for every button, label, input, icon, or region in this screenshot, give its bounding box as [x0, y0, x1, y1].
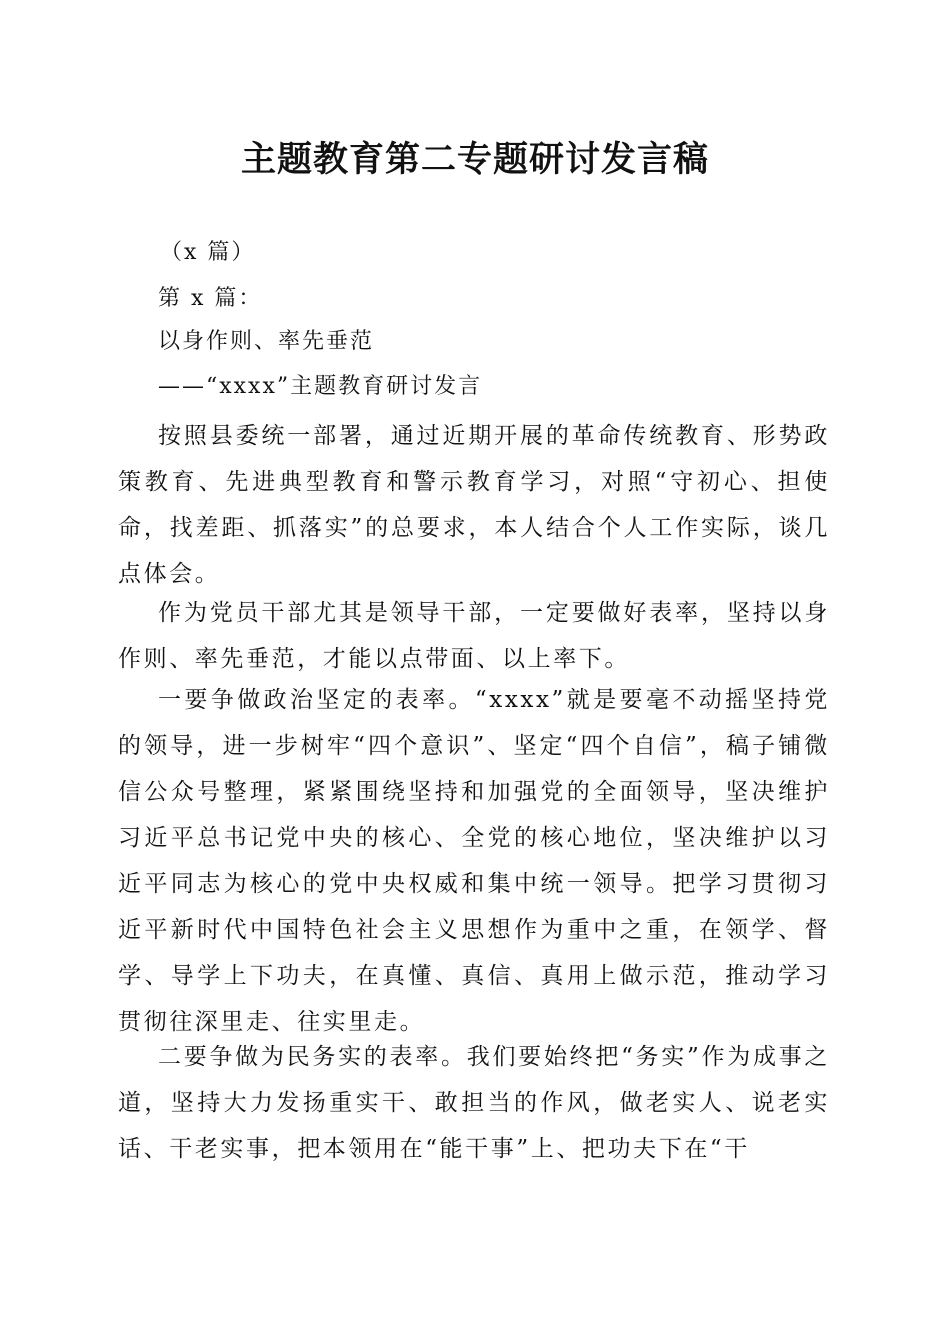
paragraph-political: 一要争做政治坚定的表率。“xxxx”就是要毫不动摇坚持党的领导，进一步树牢“四个意识”、坚定“四个自信”，稿子铺微信公众号整理，紧紧围绕坚持和加强党的全面领导，坚决维护习近平总书记党中央的核心、全党的核心地位，坚决维护以习近平同志为核心的党中央权威和集中统一领导。把学习贯彻习近平新时代中国特色社会主义思想作为重中之重，在领学、督学、导学上下功夫，在真懂、真信、真用上做示范，推动学习贯彻往深里走、往实里走。	[118, 687, 830, 1035]
speech-title: 以身作则、率先垂范	[158, 329, 375, 354]
paragraph-intro: 按照县委统一部署，通过近期开展的革命传统教育、形势政策教育、先进典型教育和警示教育学习，对照“守初心、担使命，找差距、抓落实”的总要求，本人结合个人工作实际，谈几点体会。	[118, 423, 830, 587]
paragraph-pragmatic: 二要争做为民务实的表率。我们要始终把“务实”作为成事之道，坚持大力发扬重实干、敢担当的作风，做老实人、说老实话、干老实事，把本领用在“能干事”上、把功夫下在“干	[118, 1044, 830, 1162]
subtitle-count: （x 篇）	[160, 240, 256, 265]
section-label: 第 x 篇：	[158, 286, 263, 311]
paragraph-role: 作为党员干部尤其是领导干部，一定要做好表率，坚持以身作则、率先垂范，才能以点带面、以上率下。	[118, 600, 830, 672]
speech-subtitle: ——“xxxx”主题教育研讨发言	[158, 374, 483, 399]
document-title: 主题教育第二专题研讨发言稿	[240, 139, 709, 180]
